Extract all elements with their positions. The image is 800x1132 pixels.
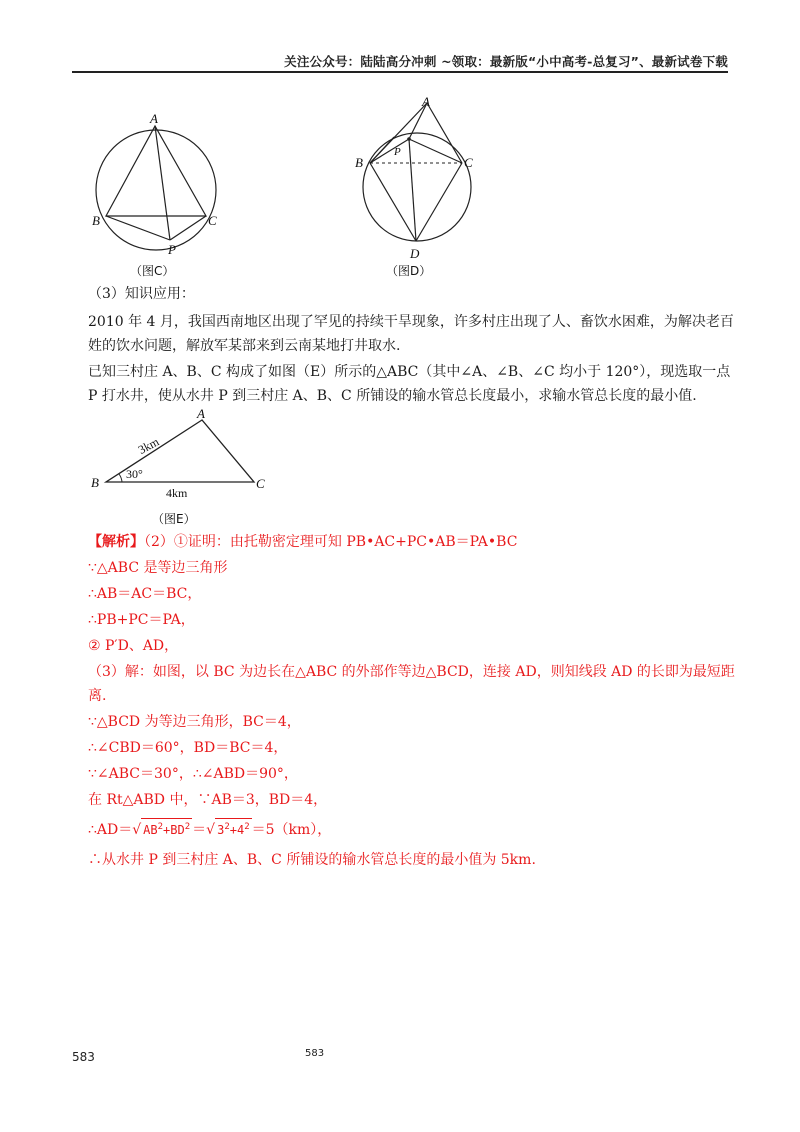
ad-equals: ＝ (192, 822, 207, 838)
solution-line12 (88, 818, 331, 842)
solution-line1-text: （2）①证明：由托勒密定理可知 PB•AC+PC•AB＝PA•BC (144, 534, 518, 550)
solution-line5: ② P′D、AD， (88, 638, 179, 654)
figure-c (88, 112, 228, 262)
label-p-d: P (394, 146, 401, 158)
angle-b-arc-e (119, 474, 122, 482)
problem-paragraph1-line2: 姓的饮水问题，解放军某部来到云南某地打井取水. (88, 338, 401, 354)
figure-c-caption: （图C） (130, 264, 175, 278)
label-b-e: B (91, 475, 99, 490)
header-rule (72, 71, 728, 73)
solution-tag: 【解析】 (88, 534, 144, 550)
label-angle-b-e: 30° (126, 467, 143, 481)
figure-d (352, 95, 492, 263)
sqrt-3-4: √ $3^2+4^2$ (206, 818, 251, 842)
segment-ac-d (427, 103, 462, 163)
label-d-d: D (410, 246, 420, 261)
label-c-d: C (464, 155, 473, 170)
problem-paragraph2-line2: P 打水井，使从水井 P 到三村庄 A、B、C 所铺设的输水管总长度最小，求输水管总长度的最小值. (88, 388, 697, 404)
label-a-d: A (422, 95, 430, 109)
segment-cd-d (416, 163, 462, 241)
solution-line2: ∵△ABC 是等边三角形 (88, 560, 228, 576)
solution-line9: ∴∠CBD＝60°，BD＝BC＝4， (88, 740, 288, 756)
point-p-d (407, 137, 411, 141)
circle-d (363, 133, 471, 241)
segment-bd-d (370, 163, 416, 241)
solution-line13: ∴从水井 P 到三村庄 A、B、C 所铺设的输水管总长度的最小值为 5km. (88, 852, 536, 868)
sqrt-ab-bd-radicand: $AB^2+BD^2$ (141, 818, 192, 838)
label-ab-length-e: 3km (135, 434, 162, 457)
label-c-c: C (208, 213, 217, 228)
solution-line3: ∴AB＝AC＝BC， (88, 586, 202, 602)
solution-line7: 离. (88, 688, 107, 704)
solution-line6: （3）解：如图，以 BC 为边长在△ABC 的外部作等边△BCD，连接 AD，则知线段 AD 的长即为最短距 (88, 664, 735, 680)
label-a-c: A (150, 112, 158, 126)
segment-bp-c (106, 216, 170, 240)
ad-prefix: ∴AD＝ (88, 822, 133, 838)
solution-line8: ∵△BCD 为等边三角形，BC＝4， (88, 714, 301, 730)
circle-c (96, 130, 216, 250)
label-c-e: C (256, 476, 265, 491)
label-p-c: P (168, 242, 176, 257)
solution-line1 (88, 530, 517, 554)
label-a-e: A (197, 408, 205, 421)
label-b-d: B (355, 155, 363, 170)
problem-paragraph2-line1: 已知三村庄 A、B、C 构成了如图（E）所示的△ABC（其中∠A、∠B、∠C 均小于 120°），现选取一点 (88, 364, 731, 380)
segment-cp-d (409, 139, 462, 163)
label-bc-length-e: 4km (166, 486, 188, 500)
label-b-c: B (92, 213, 100, 228)
problem-paragraph1-line1: 2010 年 4 月，我国西南地区出现了罕见的持续干旱现象，许多村庄出现了人、畜饮水困难，为解决老百 (88, 314, 734, 330)
solution-line11: 在 Rt△ABD 中，∵AB＝3，BD＝4， (88, 792, 328, 808)
sqrt-ab-bd: √ $AB^2+BD^2$ (132, 818, 192, 842)
segment-ap-c (155, 126, 170, 240)
figure-d-caption: （图D） (386, 264, 432, 278)
segment-pd-d (409, 139, 416, 241)
figure-e-caption: （图E） (152, 512, 196, 526)
figure-e (88, 408, 288, 504)
triangle-abc-c (106, 126, 206, 216)
page-number-center: 583 (305, 1048, 325, 1059)
ad-result: ＝5（km）， (251, 822, 332, 838)
solution-line4: ∴PB+PC＝PA， (88, 612, 195, 628)
page-number-left: 583 (72, 1050, 95, 1064)
segment-cp-c (170, 216, 206, 240)
solution-line10: ∵∠ABC＝30°，∴∠ABD＝90°， (88, 766, 298, 782)
sqrt-3-4-radicand: $3^2+4^2$ (215, 818, 252, 838)
part3-heading: （3）知识应用： (88, 286, 195, 302)
page-header: 关注公众号：陆陆高分冲刺 ~领取：最新版“小中高考-总复习”、最新试卷下载 (284, 54, 728, 69)
